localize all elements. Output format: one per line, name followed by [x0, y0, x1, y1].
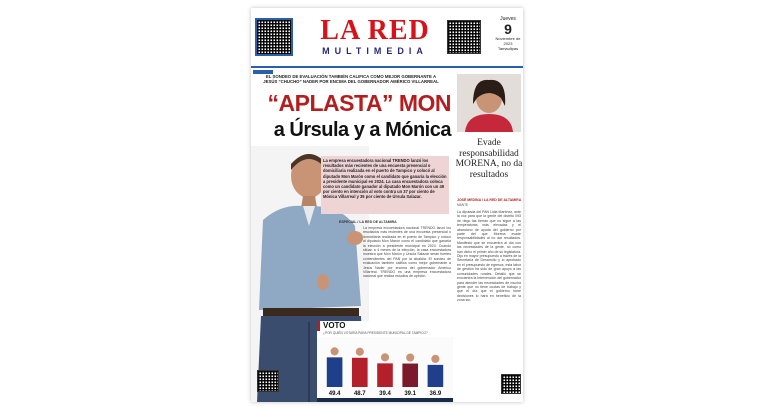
- month-year: Noviembre de 2023: [495, 36, 521, 46]
- vote-bar: [327, 357, 343, 387]
- candidate-avatar: [330, 347, 339, 356]
- vote-chart-accent: [317, 321, 320, 331]
- day-number: 9: [504, 21, 512, 37]
- vote-bar: [428, 365, 444, 387]
- lead-kicker: EL SONDEO DE EVALUACIÓN TAMBIÉN CALIFICA COMO MEJOR GOBERNANTE A JESÚS “CHUCHO” NADER POR ENCIMA DEL GOBERNADOR AMÉRICO VILLARREAL: [263, 74, 439, 84]
- masthead-logo: [311, 16, 439, 56]
- sidebar-story: [453, 74, 523, 402]
- sidebar-story-text: La diputada del PAN Lidia Martínez, ante la voz para que la gente del distrito 093 de riego las tierras que no sigue a las temperaturas más elevadas y el abandono de ayuda del gobierno por parte del que Morena evade responsabilidades al no dar resultados. Manifestó que se encuentra al día con las necesidades de la gente, no como han dicho el primer año de su legislatura. Dijo en mayor presupuesto a través de la Secretaría de Desarrollo y lo aprobado en el presupuesto de egresos, esta labor de gestión ha sido de gran apoyo a las comunidades rurales. Detalló que se encuentra la intervención del gobernador para atender las necesidades de mucha gente que no tiene cuotas de trabajo y que el día que el gobierno tome decisiones lo hará en beneficio de la zona sur.: [457, 210, 522, 303]
- vote-value-label: 49.4: [328, 391, 341, 397]
- sidebar-qr-code: [501, 374, 521, 394]
- vote-bar: [352, 358, 368, 387]
- lead-headline-line2: a Úrsula y a Mónica: [273, 119, 451, 141]
- lead-story-text: La empresa encuestadora nacional TRENDO lanzó los resultados más recientes de una encuesta presencial o domiciliaria realizada en el puerto de Tampico y colocó al diputado Mon Marón como el candidato que ganaría la elección a presidente municipal en 2024. Cuando sitúan a 4 meses de la elección, la casa encuestadora muestra que Mon Marón y Úrsula Salazar serán fuertes contendientes del PAN por la alcaldía. El sondeo de evaluación también califica como mejor gobernante a Jesús Nader por encima del gobernador Américo Villarreal. TRENDO es una empresa encuestadora nacional que realiza estudios de opinión.: [363, 226, 451, 279]
- vote-chart-title: VOTO: [323, 321, 346, 330]
- vote-value-label: 48.7: [353, 391, 366, 397]
- newspaper-front-page: [251, 8, 523, 402]
- bottom-qr-code: [257, 370, 279, 392]
- sidebar-portrait-photo: [457, 74, 521, 132]
- vote-value-label: 39.1: [404, 391, 417, 397]
- sidebar-byline: JOSÉ MEDINA / LA RED DE ALTAMIRA: [457, 198, 522, 202]
- candidate-avatar: [431, 354, 440, 363]
- sidebar-place: MANTE: [457, 203, 469, 207]
- vote-value-label: 36.9: [429, 391, 442, 397]
- lead-headline-line1: “APLASTA” MON: [267, 90, 451, 116]
- candidate-avatar: [406, 353, 415, 362]
- candidate-avatar: [355, 347, 364, 356]
- masthead: [251, 8, 523, 68]
- masthead-qr-code-left: [255, 18, 293, 56]
- weekday: Jueves: [500, 16, 516, 22]
- sidebar-headline: Evade responsabilidad MORENA, no da resultados: [455, 138, 523, 180]
- lead-summary-box: La empresa encuestadora nacional TRENDO lanzó los resultados más recientes de una encuesta presencial o domiciliaria realizada en el puerto de Tampico y colocó al diputado Mon Marón como el candidato que ganaría la elección a presidente municipal en 2024. La casa encuestadora coloca como un candidato ganador al diputado Mon Marón con un 49 por ciento en intención al voto contra un 37 por ciento de Mónica Villarreal y 35 por ciento de Úrsula Salazar.: [321, 156, 449, 214]
- masthead-qr-code-right: [447, 20, 481, 54]
- lead-byline: ESPECIAL / LA RED DE ALTAMIRA: [339, 220, 397, 224]
- chart-footer-strip: [317, 398, 453, 402]
- logo-text: LA RED: [320, 15, 430, 46]
- candidate-avatar: [381, 353, 390, 362]
- masthead-rule: [251, 66, 523, 68]
- date-box: [495, 16, 521, 51]
- vote-bar: [377, 363, 393, 387]
- edition: Tamaulipas: [497, 46, 519, 51]
- vote-chart-subtitle: ¿POR QUIÉN VOTARÍA PARA PRESIDENTE MUNICIPAL DE TAMPICO?: [323, 331, 428, 335]
- vote-bar-chart: [317, 337, 453, 402]
- vote-chart-box: [317, 321, 453, 402]
- logo-subtitle: MULTIMEDIA: [322, 46, 428, 56]
- vote-bar: [402, 364, 418, 387]
- vote-value-label: 39.4: [379, 391, 391, 397]
